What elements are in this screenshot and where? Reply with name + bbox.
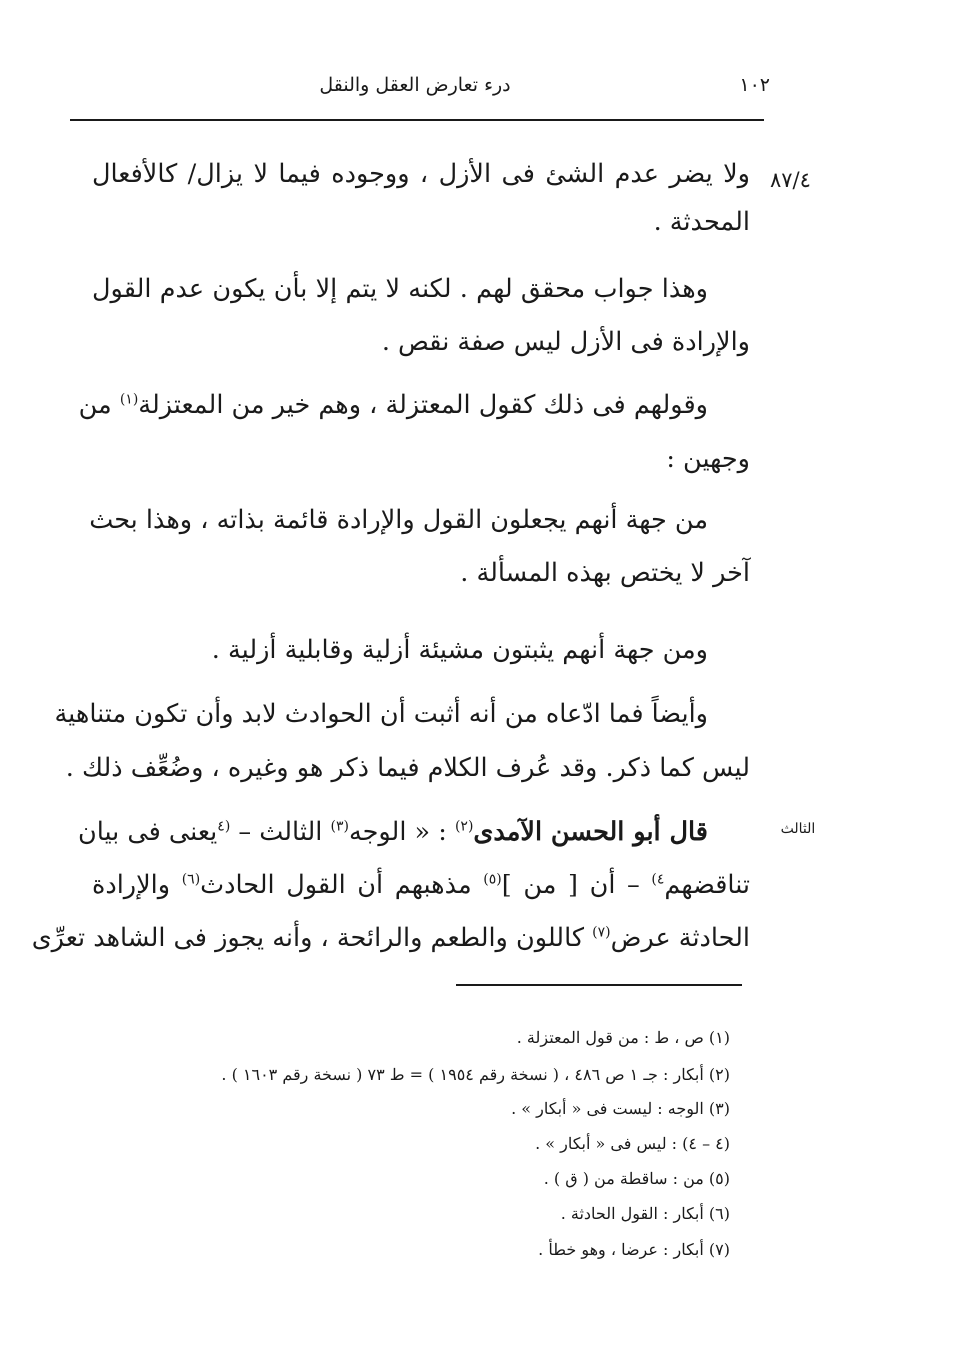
- footnote-marker: (٤: [217, 818, 231, 835]
- running-header-title: درء تعارض العقل والنقل: [319, 74, 511, 96]
- margin-volume-reference: ٨٧/٤: [770, 168, 811, 192]
- body-text: من: [78, 390, 120, 420]
- body-text: يعنى فى بيان: [77, 817, 218, 847]
- footnote-marker: (١): [119, 391, 139, 408]
- page-number: ١٠٢: [739, 74, 770, 96]
- body-line: وجهين :: [666, 444, 750, 474]
- body-line: آخر لا يختص بهذه المسألة .: [460, 558, 750, 588]
- body-line: [92, 865, 750, 905]
- body-text: الثالث –: [230, 817, 331, 847]
- footnote: (٧) أبكار : عرضا ، وهو خطأ .: [538, 1240, 730, 1259]
- body-text: والإرادة: [92, 870, 182, 900]
- body-line: ولا يضر عدم الشئ فى الأزل ، ووجوده فيما لا يزال/ كالأفعال: [92, 159, 750, 189]
- body-line: المحدثة .: [653, 207, 750, 237]
- header-rule: [70, 119, 764, 121]
- body-line: ليس كما ذكر. وقد عُرف الكلام فيما ذكر هو وغيره ، وضُعِّف ذلك .: [65, 753, 750, 783]
- body-text: – أن [ من ]: [501, 870, 652, 900]
- body-line: [78, 385, 708, 425]
- body-line: [31, 918, 750, 958]
- body-text: وقولهم فى ذلك كقول المعتزلة ، وهم خير من المعتزلة: [138, 390, 708, 420]
- footnote: (٢) أبكار : جـ ١ ص ٤٨٦ ، ( نسخة رقم ١٩٥٤ ) = ط ٧٣ ( نسخة رقم ١٦٠٣ ) .: [221, 1065, 730, 1084]
- footnote-marker: ٤): [651, 871, 665, 888]
- body-line: [77, 812, 708, 852]
- footnote: (٥) من : ساقطة من ( ق ) .: [543, 1169, 730, 1188]
- quoted-author: قال أبو الحسن الآمدى: [473, 817, 708, 847]
- body-line: والإرادة فى الأزل ليس صفة نقص .: [381, 327, 750, 357]
- footnote-rule: [456, 984, 742, 986]
- body-text: : « الوجه: [348, 817, 455, 847]
- footnote-marker: (٦): [181, 871, 201, 888]
- footnote-marker: (٢): [454, 818, 474, 835]
- body-line: وهذا جواب محقق لهم . لكنه لا يتم إلا بأن يكون عدم القول: [92, 274, 708, 304]
- body-text: الحادثة عرض: [610, 923, 750, 953]
- footnote: (٣) الوجه : ليست فى « أبكار » .: [511, 1099, 730, 1118]
- footnote: (٦) أبكار : القول الحادثة .: [560, 1204, 730, 1223]
- margin-section-label: الثالث: [780, 821, 816, 837]
- body-text: كاللون والطعم والرائحة ، وأنه يجوز فى الشاهد تعرِّى: [31, 923, 593, 953]
- body-line: وأيضاً فما ادّعاه من أنه أثبت أن الحوادث لابد وأن تكون متناهية: [54, 699, 708, 729]
- footnote: (١) ص ، ط : من قول المعتزلة .: [516, 1028, 730, 1047]
- footnote-marker: (٥): [483, 871, 502, 888]
- footnote-marker: (٧): [592, 924, 611, 941]
- body-line: ومن جهة أنهم يثبتون مشيئة أزلية وقابلية أزلية .: [211, 635, 708, 665]
- footnote-marker: (٣): [330, 818, 349, 835]
- footnote: (٤ – ٤) : ليس فى « أبكار » .: [535, 1134, 730, 1153]
- body-text: مذهبهم أن القول الحادث: [200, 870, 484, 900]
- body-text: تناقضهم: [664, 870, 750, 900]
- body-line: من جهة أنهم يجعلون القول والإرادة قائمة بذاته ، وهذا بحث: [89, 505, 708, 535]
